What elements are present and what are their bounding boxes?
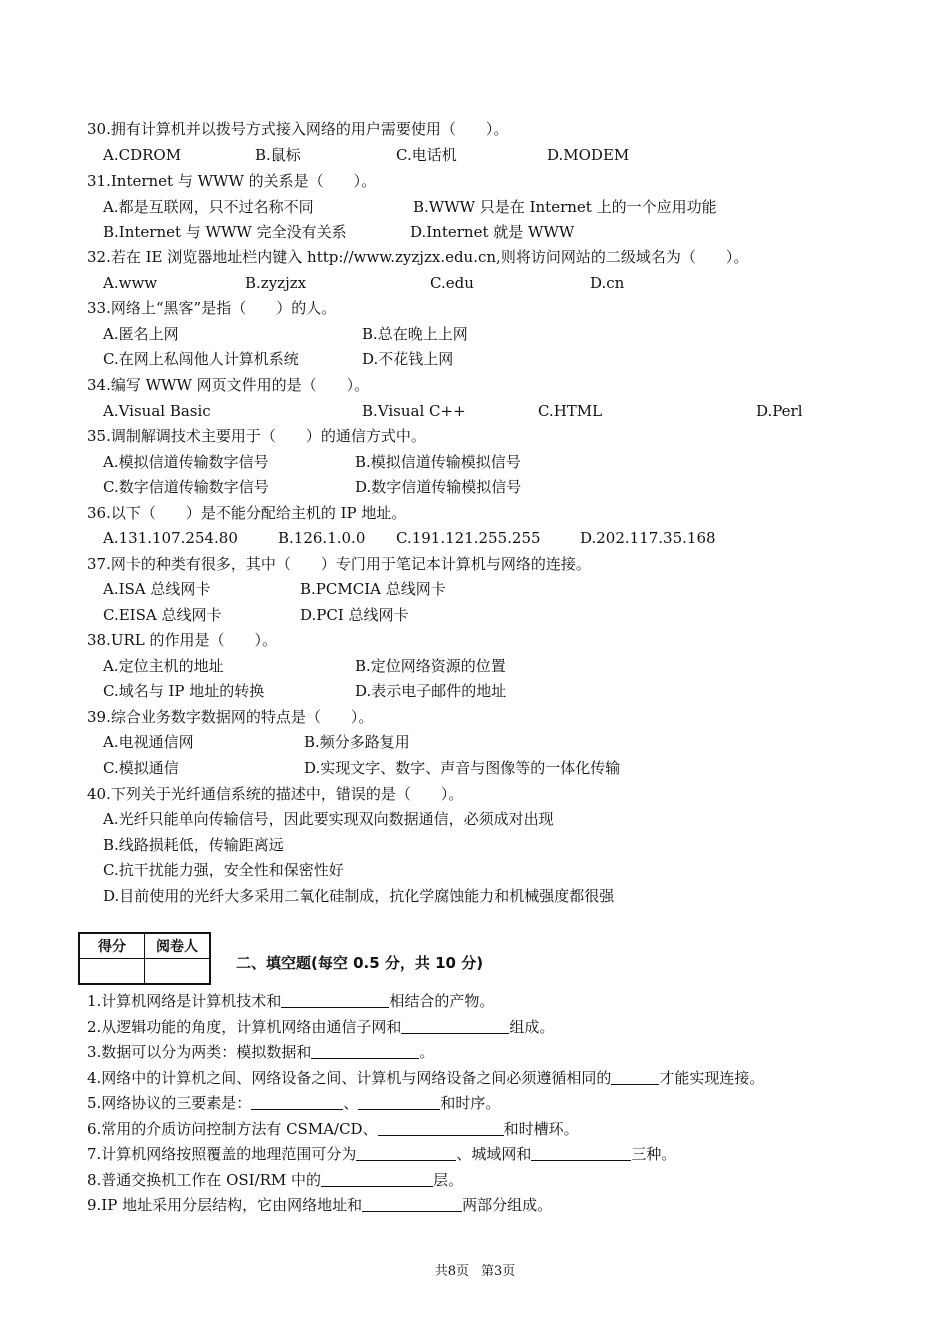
option-34-a: A.Visual Basic bbox=[103, 402, 211, 420]
question-38: 38.URL 的作用是（ ）。 bbox=[87, 631, 278, 649]
fill-question-9: 9.IP 地址采用分层结构，它由网络地址和 两部分组成。 bbox=[87, 1196, 553, 1214]
answer-blank[interactable] bbox=[401, 1019, 509, 1034]
grader-header: 阅卷人 bbox=[145, 933, 211, 959]
option-33-a: A.匿名上网 bbox=[103, 325, 179, 343]
option-36-a: A.131.107.254.80 bbox=[103, 529, 238, 547]
answer-blank[interactable] bbox=[251, 1095, 343, 1110]
answer-blank[interactable] bbox=[281, 993, 389, 1008]
option-35-b: B.模拟信道传输模拟信号 bbox=[355, 453, 521, 471]
option-34-b: B.Visual C++ bbox=[362, 402, 466, 420]
option-39-b: B.频分多路复用 bbox=[304, 733, 410, 751]
answer-blank[interactable] bbox=[378, 1121, 504, 1136]
question-34: 34.编写 WWW 网页文件用的是（ ）。 bbox=[87, 376, 370, 394]
option-35-d: D.数字信道传输模拟信号 bbox=[355, 478, 522, 496]
option-37-d: D.PCI 总线网卡 bbox=[300, 606, 409, 624]
option-35-c: C.数字信道传输数字信号 bbox=[103, 478, 269, 496]
question-39: 39.综合业务数字数据网的特点是（ ）。 bbox=[87, 708, 374, 726]
answer-blank[interactable] bbox=[321, 1172, 433, 1187]
answer-blank[interactable] bbox=[531, 1146, 631, 1161]
question-37: 37.网卡的种类有很多，其中（ ）专门用于笔记本计算机与网络的连接。 bbox=[87, 555, 591, 573]
option-30-b: B.鼠标 bbox=[255, 146, 301, 164]
question-30: 30.拥有计算机并以拨号方式接入网络的用户需要使用（ ）。 bbox=[87, 120, 509, 138]
option-37-c: C.EISA 总线网卡 bbox=[103, 606, 222, 624]
option-33-b: B.总在晚上上网 bbox=[362, 325, 468, 343]
score-header: 得分 bbox=[79, 933, 145, 959]
option-32-b: B.zyzjzx bbox=[245, 274, 307, 292]
question-32: 32.若在 IE 浏览器地址栏内键入 http://www.zyzjzx.edu.cn,则将访问网站的二级域名为（ ）。 bbox=[87, 248, 749, 266]
option-38-c: C.域名与 IP 地址的转换 bbox=[103, 682, 265, 700]
option-33-d: D.不花钱上网 bbox=[362, 350, 454, 368]
option-40-d: D.目前使用的光纤大多采用二氧化硅制成，抗化学腐蚀能力和机械强度都很强 bbox=[103, 887, 615, 905]
grader-cell[interactable] bbox=[145, 959, 211, 985]
page-footer bbox=[0, 1260, 950, 1279]
fill-question-6: 6.常用的介质访问控制方法有 CSMA/CD、 和时槽环。 bbox=[87, 1120, 579, 1138]
option-33-c: C.在网上私闯他人计算机系统 bbox=[103, 350, 299, 368]
option-34-c: C.HTML bbox=[538, 402, 603, 420]
option-38-d: D.表示电子邮件的地址 bbox=[355, 682, 507, 700]
option-31-b: B.WWW 只是在 Internet 上的一个应用功能 bbox=[413, 198, 717, 216]
score-cell[interactable] bbox=[79, 959, 145, 985]
option-40-b: B.线路损耗低，传输距离远 bbox=[103, 836, 284, 854]
answer-blank[interactable] bbox=[611, 1070, 659, 1085]
option-38-a: A.定位主机的地址 bbox=[103, 657, 224, 675]
option-36-c: C.191.121.255.255 bbox=[396, 529, 541, 547]
fill-question-7: 7.计算机网络按照覆盖的地理范围可分为 、城域网和 三种。 bbox=[87, 1145, 677, 1163]
option-39-d: D.实现文字、数字、声音与图像等的一体化传输 bbox=[304, 759, 621, 777]
fill-question-1: 1.计算机网络是计算机技术和 相结合的产物。 bbox=[87, 992, 495, 1010]
question-40: 40.下列关于光纤通信系统的描述中，错误的是（ ）。 bbox=[87, 785, 464, 803]
option-31-d: D.Internet 就是 WWW bbox=[410, 223, 575, 241]
fill-question-5: 5.网络协议的三要素是： 、 和时序。 bbox=[87, 1094, 501, 1112]
option-40-c: C.抗干扰能力强，安全性和保密性好 bbox=[103, 861, 344, 879]
answer-blank[interactable] bbox=[356, 1146, 456, 1161]
option-32-a: A.www bbox=[103, 274, 158, 292]
option-40-a: A.光纤只能单向传输信号，因此要实现双向数据通信，必须成对出现 bbox=[103, 810, 554, 828]
score-table bbox=[78, 932, 211, 985]
answer-blank[interactable] bbox=[311, 1044, 419, 1059]
option-30-a: A.CDROM bbox=[103, 146, 182, 164]
fill-question-2: 2.从逻辑功能的角度，计算机网络由通信子网和 组成。 bbox=[87, 1018, 555, 1036]
option-30-d: D.MODEM bbox=[547, 146, 630, 164]
current-page: 第3页 bbox=[481, 1264, 516, 1279]
fill-question-8: 8.普通交换机工作在 OSI/RM 中的 层。 bbox=[87, 1171, 464, 1189]
question-33: 33.网络上“黑客”是指（ ）的人。 bbox=[87, 299, 337, 317]
option-37-a: A.ISA 总线网卡 bbox=[103, 580, 211, 598]
option-36-b: B.126.1.0.0 bbox=[278, 529, 366, 547]
option-30-c: C.电话机 bbox=[396, 146, 457, 164]
option-32-c: C.edu bbox=[430, 274, 474, 292]
option-36-d: D.202.117.35.168 bbox=[580, 529, 716, 547]
option-38-b: B.定位网络资源的位置 bbox=[355, 657, 506, 675]
option-35-a: A.模拟信道传输数字信号 bbox=[103, 453, 269, 471]
option-37-b: B.PCMCIA 总线网卡 bbox=[300, 580, 446, 598]
option-31-c: B.Internet 与 WWW 完全没有关系 bbox=[103, 223, 347, 241]
option-39-a: A.电视通信网 bbox=[103, 733, 194, 751]
question-31: 31.Internet 与 WWW 的关系是（ ）。 bbox=[87, 172, 377, 190]
fill-question-4: 4.网络中的计算机之间、网络设备之间、计算机与网络设备之间必须遵循相同的 才能实现连接。 bbox=[87, 1069, 765, 1087]
question-35: 35.调制解调技术主要用于（ ）的通信方式中。 bbox=[87, 427, 426, 445]
fill-question-3: 3.数据可以分为两类：模拟数据和 。 bbox=[87, 1043, 435, 1061]
answer-blank[interactable] bbox=[362, 1197, 462, 1212]
section-2-title: 二、填空题(每空 0.5 分，共 10 分) bbox=[236, 954, 484, 972]
option-31-a: A.都是互联网，只不过名称不同 bbox=[103, 198, 314, 216]
question-36: 36.以下（ ）是不能分配给主机的 IP 地址。 bbox=[87, 504, 407, 522]
option-32-d: D.cn bbox=[590, 274, 625, 292]
total-pages: 共8页 bbox=[434, 1264, 469, 1279]
answer-blank[interactable] bbox=[358, 1095, 440, 1110]
option-39-c: C.模拟通信 bbox=[103, 759, 179, 777]
option-34-d: D.Perl bbox=[756, 402, 803, 420]
